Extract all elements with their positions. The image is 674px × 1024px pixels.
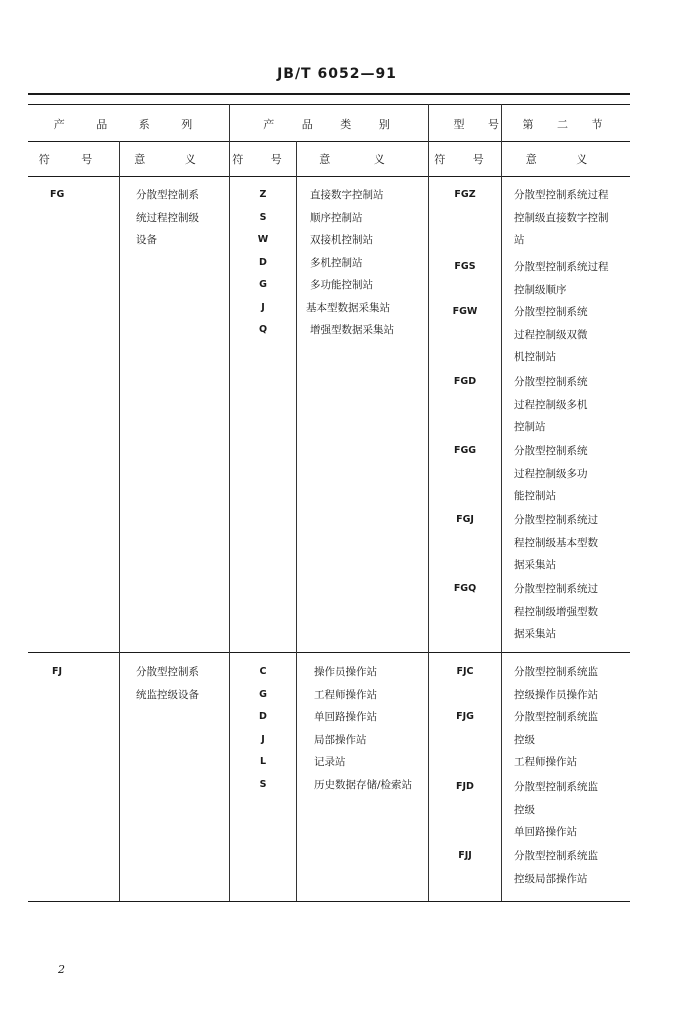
category-symbol: Z [259, 189, 267, 200]
section-fj-category-meanings [314, 661, 412, 796]
category-meaning: 双接机控制站 [310, 234, 373, 246]
col-divider-model [501, 104, 502, 901]
sub-header-series-meaning: 意 义 [134, 153, 214, 166]
model-symbol: FGW [452, 306, 478, 317]
section-fj-series-meaning [136, 661, 199, 706]
category-symbol: D [259, 256, 267, 268]
group-header-model: 型 号 第 二 节 [453, 118, 613, 131]
model-meaning-line: 过程控制级多功 [514, 467, 588, 480]
model-symbol: FJG [456, 711, 474, 722]
category-meaning: 直接数字控制站 [310, 189, 384, 201]
table-top-rule-thin [28, 104, 630, 105]
col-divider-category [296, 141, 297, 901]
section-fg-series-meaning [136, 184, 199, 252]
model-meaning-line: 控制站 [514, 421, 546, 433]
category-symbol: G [259, 688, 267, 700]
category-symbol: Q [258, 324, 268, 335]
category-meaning: 增强型数据采集站 [310, 324, 394, 336]
model-meaning-line: 分散型控制系统过程 [514, 261, 609, 273]
model-meaning-line: 分散型控制系统监 [514, 781, 598, 793]
section-fj-series-symbol: FJ [52, 666, 63, 677]
category-meaning: 多机控制站 [310, 256, 363, 269]
model-meaning [514, 256, 609, 301]
model-meaning-line: 分散型控制系统监 [514, 850, 598, 862]
category-meaning: 基本型数据采集站 [306, 301, 390, 314]
model-meaning-line: 工程师操作站 [514, 756, 577, 768]
category-symbol: S [259, 211, 267, 223]
series-meaning-line: 设备 [136, 234, 157, 246]
model-meaning [514, 440, 588, 508]
model-meaning-line: 分散型控制系统 [514, 306, 588, 318]
model-meaning-line: 分散型控制系统监 [514, 711, 598, 723]
col-divider-main-1 [229, 104, 230, 901]
group-header-series: 产 品 系 列 [53, 118, 207, 131]
sub-header-model-meaning: 意 义 [525, 153, 606, 166]
model-meaning-line: 控制级顺序 [514, 283, 567, 296]
series-meaning-line: 统监控级设备 [136, 688, 199, 701]
category-meaning: 多功能控制站 [310, 279, 373, 291]
model-meaning [514, 301, 588, 369]
category-symbol: J [261, 301, 265, 313]
sub-header-category-symbol: 符 号 [232, 153, 294, 166]
model-meaning-line: 据采集站 [514, 559, 556, 571]
page-number: 2 [58, 963, 65, 976]
model-meaning-line: 分散型控制系统监 [514, 666, 598, 678]
model-meaning-line: 过程控制级双微 [514, 328, 588, 341]
section-fj-category-symbols [231, 661, 295, 796]
section-fg-category-meanings [306, 184, 394, 342]
category-meaning: 顺序控制站 [310, 211, 363, 224]
model-meaning-line: 分散型控制系统过 [514, 514, 598, 526]
category-meaning: 局部操作站 [314, 733, 367, 746]
sub-header-model-symbol: 符 号 [434, 153, 496, 166]
model-symbol: FGZ [454, 189, 476, 200]
model-meaning-line: 控级 [514, 803, 535, 816]
model-symbol: FJJ [458, 850, 472, 861]
model-symbol: FGG [453, 445, 477, 456]
sub-header-series-symbol: 符 号 [38, 153, 107, 166]
category-symbol: J [261, 733, 265, 745]
series-meaning-line: 统过程控制级 [136, 211, 199, 224]
col-divider-series [119, 141, 120, 901]
model-meaning [514, 578, 598, 646]
table-top-rule [28, 93, 630, 95]
model-symbol: FGJ [456, 514, 474, 525]
model-meaning-line: 控级局部操作站 [514, 872, 588, 885]
model-symbol: FGQ [453, 583, 477, 594]
group-header-category: 产 品 类 别 [263, 118, 402, 131]
model-meaning [514, 371, 588, 439]
model-meaning-line: 程控制级基本型数 [514, 536, 598, 549]
sub-header-category-meaning: 意 义 [319, 153, 405, 166]
model-meaning-line: 单回路操作站 [514, 826, 577, 838]
model-meaning-line: 过程控制级多机 [514, 398, 588, 411]
model-meaning [514, 776, 598, 844]
model-symbol: FGS [454, 261, 476, 272]
model-meaning-line: 站 [514, 234, 525, 246]
series-meaning-line: 分散型控制系 [136, 189, 199, 201]
model-meaning-line: 能控制站 [514, 490, 556, 502]
model-symbol: FGD [453, 376, 477, 387]
model-meaning [514, 184, 609, 252]
category-meaning: 单回路操作站 [314, 711, 377, 723]
model-meaning-line: 机控制站 [514, 351, 556, 363]
model-meaning [514, 509, 598, 577]
category-meaning: 历史数据存储/检索站 [314, 778, 413, 791]
model-meaning-line: 分散型控制系统 [514, 445, 588, 457]
section-fg-category-symbols [231, 184, 295, 342]
category-symbol: G [259, 279, 267, 290]
model-meaning-line: 控级操作员操作站 [514, 688, 598, 701]
category-meaning: 操作员操作站 [314, 666, 377, 678]
table-bottom-rule [28, 901, 630, 902]
category-symbol: W [257, 234, 269, 245]
model-meaning-line: 控制级直接数字控制 [514, 211, 609, 224]
model-symbol: FJD [456, 781, 474, 792]
model-meaning-line: 据采集站 [514, 628, 556, 640]
category-symbol: C [259, 666, 267, 677]
series-meaning-line: 分散型控制系 [136, 666, 199, 678]
model-symbol: FJC [456, 666, 474, 677]
section-fg-series-symbol: FG [50, 189, 65, 200]
category-symbol: L [259, 756, 267, 767]
model-meaning [514, 661, 598, 706]
category-symbol: S [259, 778, 267, 790]
model-meaning [514, 845, 598, 890]
model-meaning-line: 分散型控制系统过程 [514, 189, 609, 201]
model-meaning-line: 分散型控制系统过 [514, 583, 598, 595]
model-meaning-line: 控级 [514, 733, 535, 746]
col-divider-main-2 [428, 104, 429, 901]
model-meaning [514, 706, 598, 774]
category-symbol: D [259, 711, 267, 722]
standard-code-header: JB/T 6052—91 [277, 66, 397, 82]
category-meaning: 记录站 [314, 756, 346, 768]
category-meaning: 工程师操作站 [314, 688, 377, 701]
model-meaning-line: 程控制级增强型数 [514, 605, 598, 618]
model-meaning-line: 分散型控制系统 [514, 376, 588, 388]
